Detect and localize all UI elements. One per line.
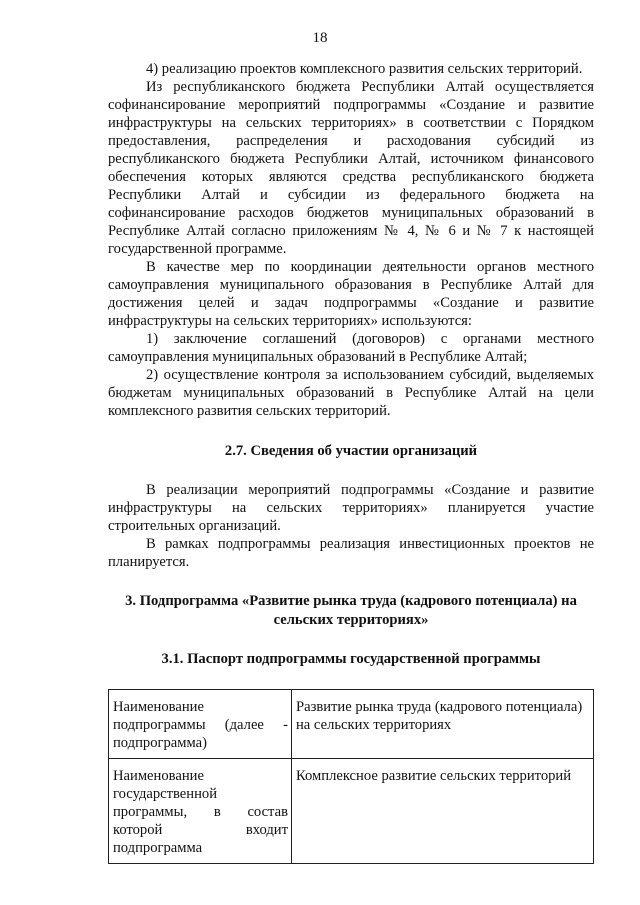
- table-cell-value: Комплексное развитие сельских территорий: [292, 759, 594, 864]
- paragraph-measure-2: 2) осуществление контроля за использованием субсидий, выделяемых бюджетам муниципальных образований в Республике Алтай на цели комплексного развития сельских территорий.: [108, 367, 594, 419]
- table-cell-value: Развитие рынка труда (кадрового потенциала) на сельских территориях: [292, 690, 594, 759]
- section-3-heading-line-1: 3. Подпрограмма «Развитие рынка труда (кадрового потенциала) на: [125, 593, 577, 609]
- section-2-7-heading: 2.7. Сведения об участии организаций: [224, 443, 478, 459]
- section-2-7-paragraph-2: В рамках подпрограммы реализация инвестиционных проектов не планируется.: [108, 536, 594, 570]
- paragraph-coordination: В качестве мер по координации деятельности органов местного самоуправления муниципального образования в Республике Алтай для достижения целей и задач подпрограммы «Создание и развитие инфраструктуры на сельских территориях» используются:: [108, 259, 594, 329]
- section-2-7-paragraph-1: В реализации мероприятий подпрограммы «Создание и развитие инфраструктуры на сельских территориях» планируется участие строительных организаций.: [108, 482, 594, 534]
- table-cell-label: Наименование государственной программы, в состав которой входит подпрограмма: [109, 759, 292, 864]
- section-3-heading-line-2: сельских территориях»: [273, 612, 429, 628]
- paragraph-item-4: 4) реализацию проектов комплексного развития сельских территорий.: [146, 61, 583, 77]
- paragraph-budget-financing: Из республиканского бюджета Республики Алтай осуществляется софинансирование мероприятий подпрограммы «Создание и развитие инфраструктуры на сельских территориях» в соответствии с Порядком предоставления, распределения и расходования субсидий из республиканского бюджета Республики Алтай, источником финансового обеспечения которых являются средства республиканского бюджета Республики Алтай и субсидии из федерального бюджета на софинансирование расходов бюджетов муниципальных образований в Республике Алтай согласно приложениям № 4, № 6 и № 7 к настоящей государственной программе.: [108, 79, 594, 257]
- table-row: [109, 759, 594, 864]
- table-row: [109, 690, 594, 759]
- table-cell-label: Наименование подпрограммы (далее - подпрограмма): [109, 690, 292, 759]
- document-body: [108, 60, 594, 864]
- paragraph-measure-1: 1) заключение соглашений (договоров) с органами местного самоуправления муниципальных образований в Республике Алтай;: [108, 331, 594, 365]
- section-3-heading: [108, 592, 594, 630]
- passport-table: [108, 689, 594, 864]
- section-3-1-heading: 3.1. Паспорт подпрограммы государственной программы: [161, 651, 541, 667]
- page-number: 18: [312, 30, 328, 46]
